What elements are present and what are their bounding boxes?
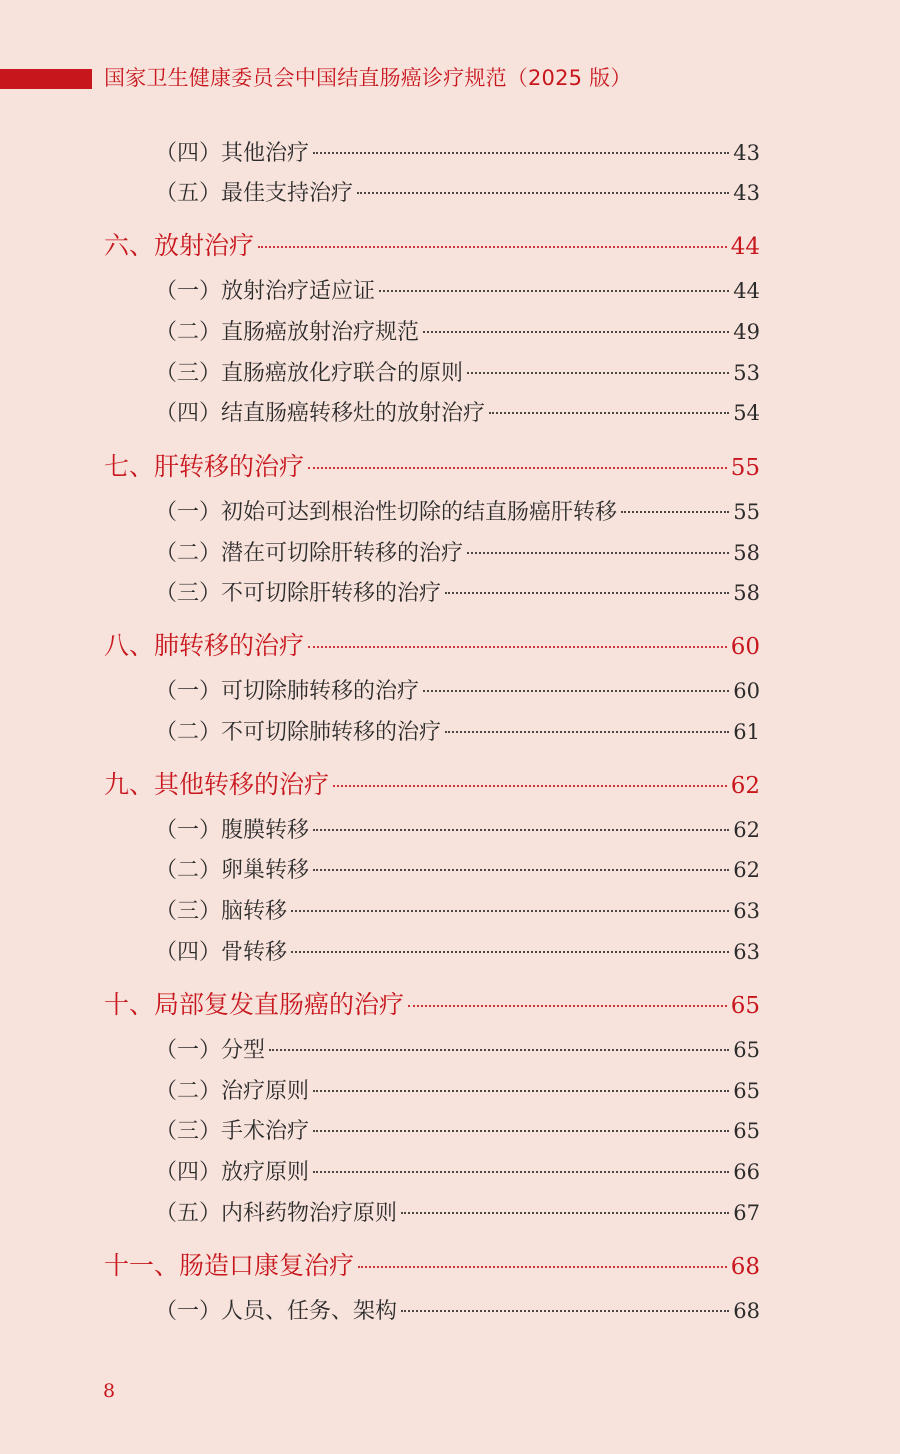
toc-entry-sub[interactable]	[155, 1155, 760, 1186]
dot-leader	[308, 467, 727, 469]
toc-entry-page: 55	[733, 500, 760, 524]
toc-entry-sub[interactable]	[155, 536, 760, 567]
toc-entry-page: 63	[733, 940, 760, 964]
toc-entry-page: 58	[733, 581, 760, 605]
toc-section-label: 八、肺转移的治疗	[104, 631, 305, 660]
toc-section-page: 68	[730, 1254, 760, 1280]
toc-entry-sub[interactable]	[155, 853, 760, 884]
dot-leader	[401, 1310, 729, 1312]
toc-entry-section[interactable]	[104, 626, 760, 662]
dot-leader	[445, 592, 729, 594]
dot-leader	[313, 1090, 729, 1092]
toc-entry-label: （二）直肠癌放射治疗规范	[155, 320, 420, 345]
toc-entry-sub[interactable]	[155, 136, 760, 167]
toc-entry-label: （二）治疗原则	[155, 1079, 310, 1104]
toc-entry-label: （一）放射治疗适应证	[155, 279, 376, 304]
dot-leader	[313, 1171, 729, 1173]
toc-entry-sub[interactable]	[155, 176, 760, 207]
dot-leader	[408, 1005, 727, 1007]
toc-entry-page: 68	[733, 1299, 760, 1323]
toc-entry-label: （五）内科药物治疗原则	[155, 1201, 398, 1226]
toc-entry-sub[interactable]	[155, 813, 760, 844]
dot-leader	[379, 290, 729, 292]
dot-leader	[313, 152, 729, 154]
running-header-title: 国家卫生健康委员会中国结直肠癌诊疗规范（2025 版）	[104, 66, 632, 90]
toc-entry-label: （三）脑转移	[155, 899, 288, 924]
dot-leader	[467, 552, 729, 554]
toc-entry-page: 54	[733, 401, 760, 425]
dot-leader	[313, 1130, 729, 1132]
toc-entry-sub[interactable]	[155, 576, 760, 607]
toc-section-page: 60	[730, 634, 760, 660]
toc-entry-page: 44	[733, 279, 760, 303]
toc-entry-label: （一）人员、任务、架构	[155, 1299, 398, 1324]
toc-entry-page: 53	[733, 361, 760, 385]
dot-leader	[308, 646, 727, 648]
toc-entry-label: （一）初始可达到根治性切除的结直肠癌肝转移	[155, 500, 618, 525]
toc-entry-page: 58	[733, 541, 760, 565]
toc-section-label: 六、放射治疗	[104, 231, 255, 260]
toc-entry-sub[interactable]	[155, 274, 760, 305]
dot-leader	[258, 246, 727, 248]
dot-leader	[291, 910, 729, 912]
dot-leader	[445, 731, 729, 733]
toc-entry-sub[interactable]	[155, 894, 760, 925]
toc-entry-label: （三）直肠癌放化疗联合的原则	[155, 361, 464, 386]
page-number: 8	[103, 1380, 116, 1402]
toc-section-label: 十、局部复发直肠癌的治疗	[104, 990, 405, 1019]
dot-leader	[467, 372, 729, 374]
toc-entry-label: （三）不可切除肝转移的治疗	[155, 581, 442, 606]
toc-entry-page: 63	[733, 899, 760, 923]
toc-entry-sub[interactable]	[155, 1196, 760, 1227]
toc-entry-sub[interactable]	[155, 1294, 760, 1325]
toc-entry-page: 62	[733, 858, 760, 882]
toc-entry-sub[interactable]	[155, 356, 760, 387]
toc-section-page: 55	[730, 455, 760, 481]
toc-entry-sub[interactable]	[155, 935, 760, 966]
dot-leader	[489, 412, 729, 414]
dot-leader	[423, 690, 729, 692]
toc-section-label: 七、肝转移的治疗	[104, 452, 305, 481]
dot-leader	[357, 192, 729, 194]
toc-entry-label: （一）可切除肺转移的治疗	[155, 679, 420, 704]
dot-leader	[401, 1212, 729, 1214]
toc-entry-page: 61	[733, 720, 760, 744]
toc-entry-label: （二）不可切除肺转移的治疗	[155, 720, 442, 745]
toc-entry-label: （三）手术治疗	[155, 1119, 310, 1144]
toc-entry-label: （四）其他治疗	[155, 141, 310, 166]
toc-entry-section[interactable]	[104, 447, 760, 483]
toc-entry-page: 49	[733, 320, 760, 344]
toc-entry-page: 43	[733, 181, 760, 205]
toc-section-page: 65	[730, 993, 760, 1019]
dot-leader	[621, 511, 729, 513]
toc-entry-label: （一）分型	[155, 1038, 266, 1063]
toc-entry-label: （四）放疗原则	[155, 1160, 310, 1185]
toc-entry-sub[interactable]	[155, 715, 760, 746]
toc-section-page: 62	[730, 773, 760, 799]
toc-entry-section[interactable]	[104, 226, 760, 262]
toc-entry-sub[interactable]	[155, 674, 760, 705]
toc-entry-page: 66	[733, 1160, 760, 1184]
toc-entry-section[interactable]	[104, 1246, 760, 1282]
toc-entry-sub[interactable]	[155, 315, 760, 346]
dot-leader	[291, 951, 729, 953]
toc-entry-page: 43	[733, 141, 760, 165]
dot-leader	[423, 331, 729, 333]
dot-leader	[333, 785, 727, 787]
toc-entry-page: 65	[733, 1038, 760, 1062]
toc-entry-label: （一）腹膜转移	[155, 818, 310, 843]
toc-entry-sub[interactable]	[155, 495, 760, 526]
toc-entry-label: （二）潜在可切除肝转移的治疗	[155, 541, 464, 566]
toc-section-label: 十一、肠造口康复治疗	[104, 1251, 355, 1280]
dot-leader	[313, 829, 729, 831]
dot-leader	[269, 1049, 729, 1051]
toc-entry-section[interactable]	[104, 985, 760, 1021]
toc-entry-label: （四）骨转移	[155, 940, 288, 965]
toc-entry-sub[interactable]	[155, 1074, 760, 1105]
toc-entry-label: （四）结直肠癌转移灶的放射治疗	[155, 401, 486, 426]
toc-entry-page: 67	[733, 1201, 760, 1225]
toc-entry-section[interactable]	[104, 765, 760, 801]
toc-entry-page: 65	[733, 1119, 760, 1143]
toc-entry-sub[interactable]	[155, 396, 760, 427]
toc-entry-sub[interactable]	[155, 1114, 760, 1145]
toc-section-page: 44	[730, 234, 760, 260]
dot-leader	[313, 869, 729, 871]
toc-entry-page: 65	[733, 1079, 760, 1103]
toc-entry-sub[interactable]	[155, 1033, 760, 1064]
toc-entry-label: （二）卵巢转移	[155, 858, 310, 883]
toc-entry-label: （五）最佳支持治疗	[155, 181, 354, 206]
toc-entry-page: 62	[733, 818, 760, 842]
toc-entry-page: 60	[733, 679, 760, 703]
dot-leader	[358, 1266, 727, 1268]
toc-section-label: 九、其他转移的治疗	[104, 770, 330, 799]
